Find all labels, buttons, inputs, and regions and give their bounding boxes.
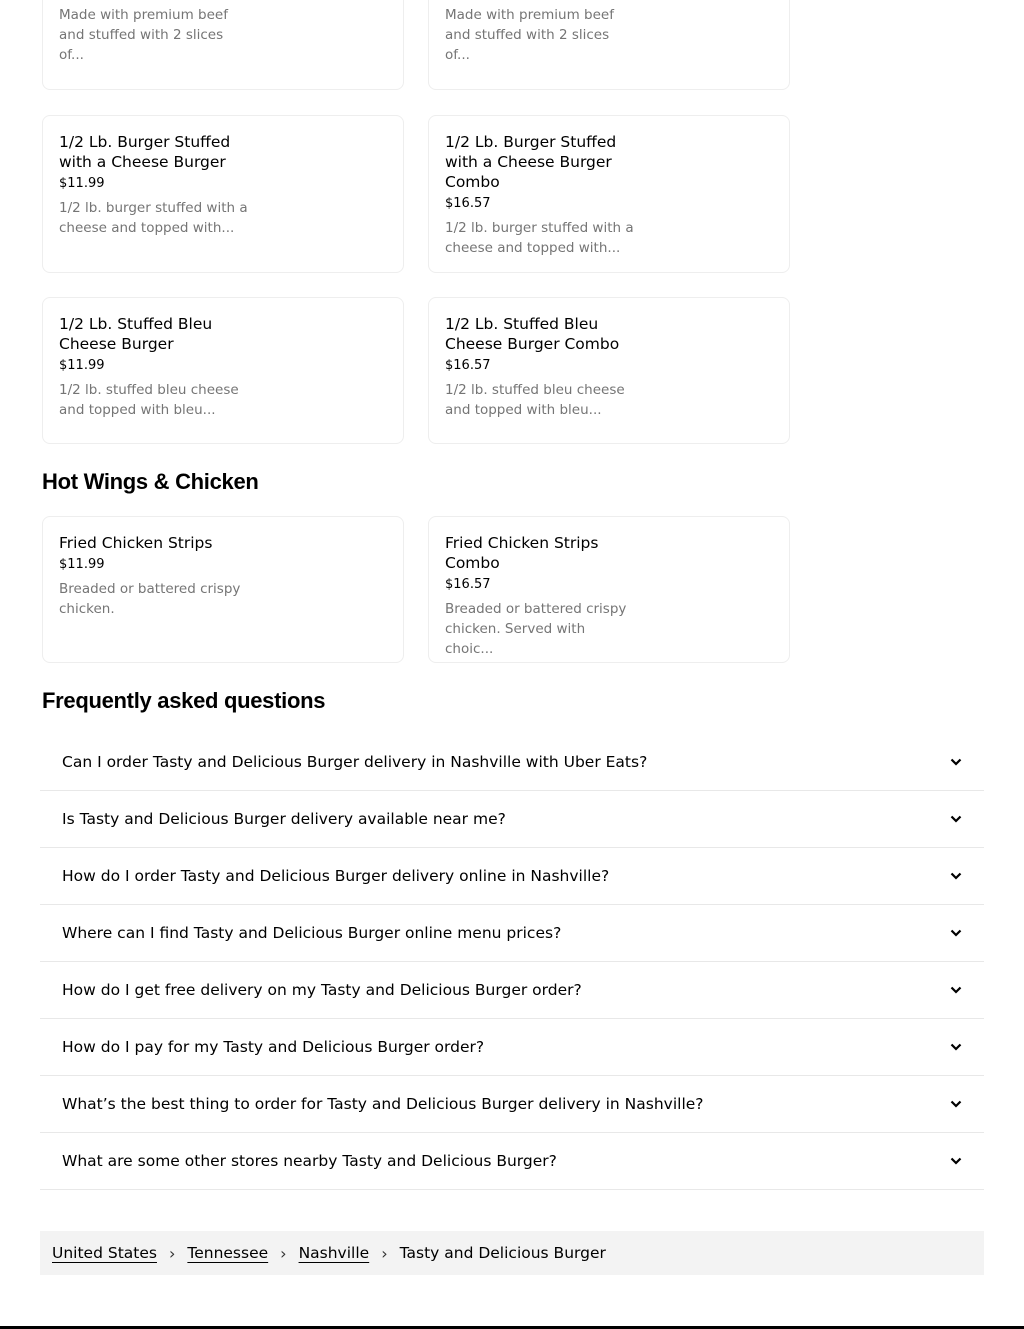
breadcrumb-separator: › [381,1243,388,1263]
chevron-down-icon [950,1041,962,1053]
faq-question: Where can I find Tasty and Delicious Burger online menu prices? [62,924,562,942]
chevron-down-icon [950,1098,962,1110]
menu-item-price: $16.57 [445,577,491,592]
faq-item[interactable] [40,1076,984,1133]
menu-item-price: $11.99 [59,358,105,373]
menu-item-title: 1/2 Lb. Burger Stuffed with a Cheese Burger Combo [445,133,617,191]
faq-item[interactable] [40,905,984,962]
faq-question: How do I get free delivery on my Tasty and Delicious Burger order? [62,981,582,999]
breadcrumb-separator: › [280,1243,287,1263]
menu-item-card[interactable] [428,516,790,663]
menu-item-description: Breaded or battered crispy chicken. Served with choic... [445,601,627,657]
menu-item-title: Fried Chicken Strips Combo [445,534,599,572]
menu-item-price [59,0,249,1]
breadcrumb-separator: › [168,1243,176,1263]
faq-question: Can I order Tasty and Delicious Burger delivery in Nashville with Uber Eats? [62,753,648,771]
menu-item-description: 1/2 lb. stuffed bleu cheese and topped with bleu... [445,382,625,418]
chevron-down-icon [950,756,962,768]
menu-item-description: Made with premium beef and stuffed with 2 slices of... [59,7,228,63]
menu-item-title: Fried Chicken Strips [59,534,213,552]
breadcrumb-current: Tasty and Delicious Burger [399,1244,606,1262]
menu-item-price: $11.99 [59,176,105,191]
faq-question: What’s the best thing to order for Tasty and Delicious Burger delivery in Nashville? [62,1095,704,1113]
menu-item-description: Made with premium beef and stuffed with 2 slices of... [445,7,614,63]
menu-item-title: 1/2 Lb. Burger Stuffed with a Cheese Burger [59,133,231,171]
menu-item-description: Breaded or battered crispy chicken. [59,581,241,617]
menu-item-description: 1/2 lb. stuffed bleu cheese and topped with bleu... [59,382,239,418]
menu-item-price: $16.57 [445,358,491,373]
faq-item[interactable] [40,1133,984,1190]
menu-item-card[interactable] [428,297,790,444]
breadcrumb-link-city[interactable]: Nashville [298,1244,370,1262]
faq-item[interactable] [40,791,984,848]
faq-question: What are some other stores nearby Tasty and Delicious Burger? [62,1152,557,1170]
chevron-down-icon [950,1155,962,1167]
faq-list [40,734,984,1190]
chevron-down-icon [950,984,962,996]
menu-item-card[interactable] [428,0,790,90]
menu-item-card[interactable] [42,516,404,663]
chevron-down-icon [950,927,962,939]
faq-item[interactable] [40,734,984,791]
menu-item-card[interactable] [42,297,404,444]
section-title-hot-wings: Hot Wings & Chicken [42,469,259,494]
faq-question: Is Tasty and Delicious Burger delivery available near me? [62,810,506,828]
faq-item[interactable] [40,962,984,1019]
menu-item-price: $11.99 [59,557,105,572]
faq-question: How do I pay for my Tasty and Delicious Burger order? [62,1038,485,1056]
menu-item-title: 1/2 Lb. Stuffed Bleu Cheese Burger [59,315,213,353]
faq-item[interactable] [40,1019,984,1076]
faq-title: Frequently asked questions [42,688,326,713]
breadcrumb [40,1231,984,1275]
chevron-down-icon [950,813,962,825]
breadcrumb-link-state[interactable]: Tennessee [187,1244,269,1262]
menu-item-card[interactable] [42,0,404,90]
menu-item-price [445,0,635,1]
menu-item-price: $16.57 [445,196,491,211]
menu-item-card[interactable] [42,115,404,273]
faq-question: How do I order Tasty and Delicious Burger delivery online in Nashville? [62,867,610,885]
breadcrumb-link-country[interactable]: United States [52,1244,157,1262]
menu-item-description: 1/2 lb. burger stuffed with a cheese and topped with... [445,220,634,256]
faq-item[interactable] [40,848,984,905]
menu-item-title: 1/2 Lb. Stuffed Bleu Cheese Burger Combo [445,315,620,353]
chevron-down-icon [950,870,962,882]
menu-item-description: 1/2 lb. burger stuffed with a cheese and topped with... [59,200,248,236]
menu-item-card[interactable] [428,115,790,273]
